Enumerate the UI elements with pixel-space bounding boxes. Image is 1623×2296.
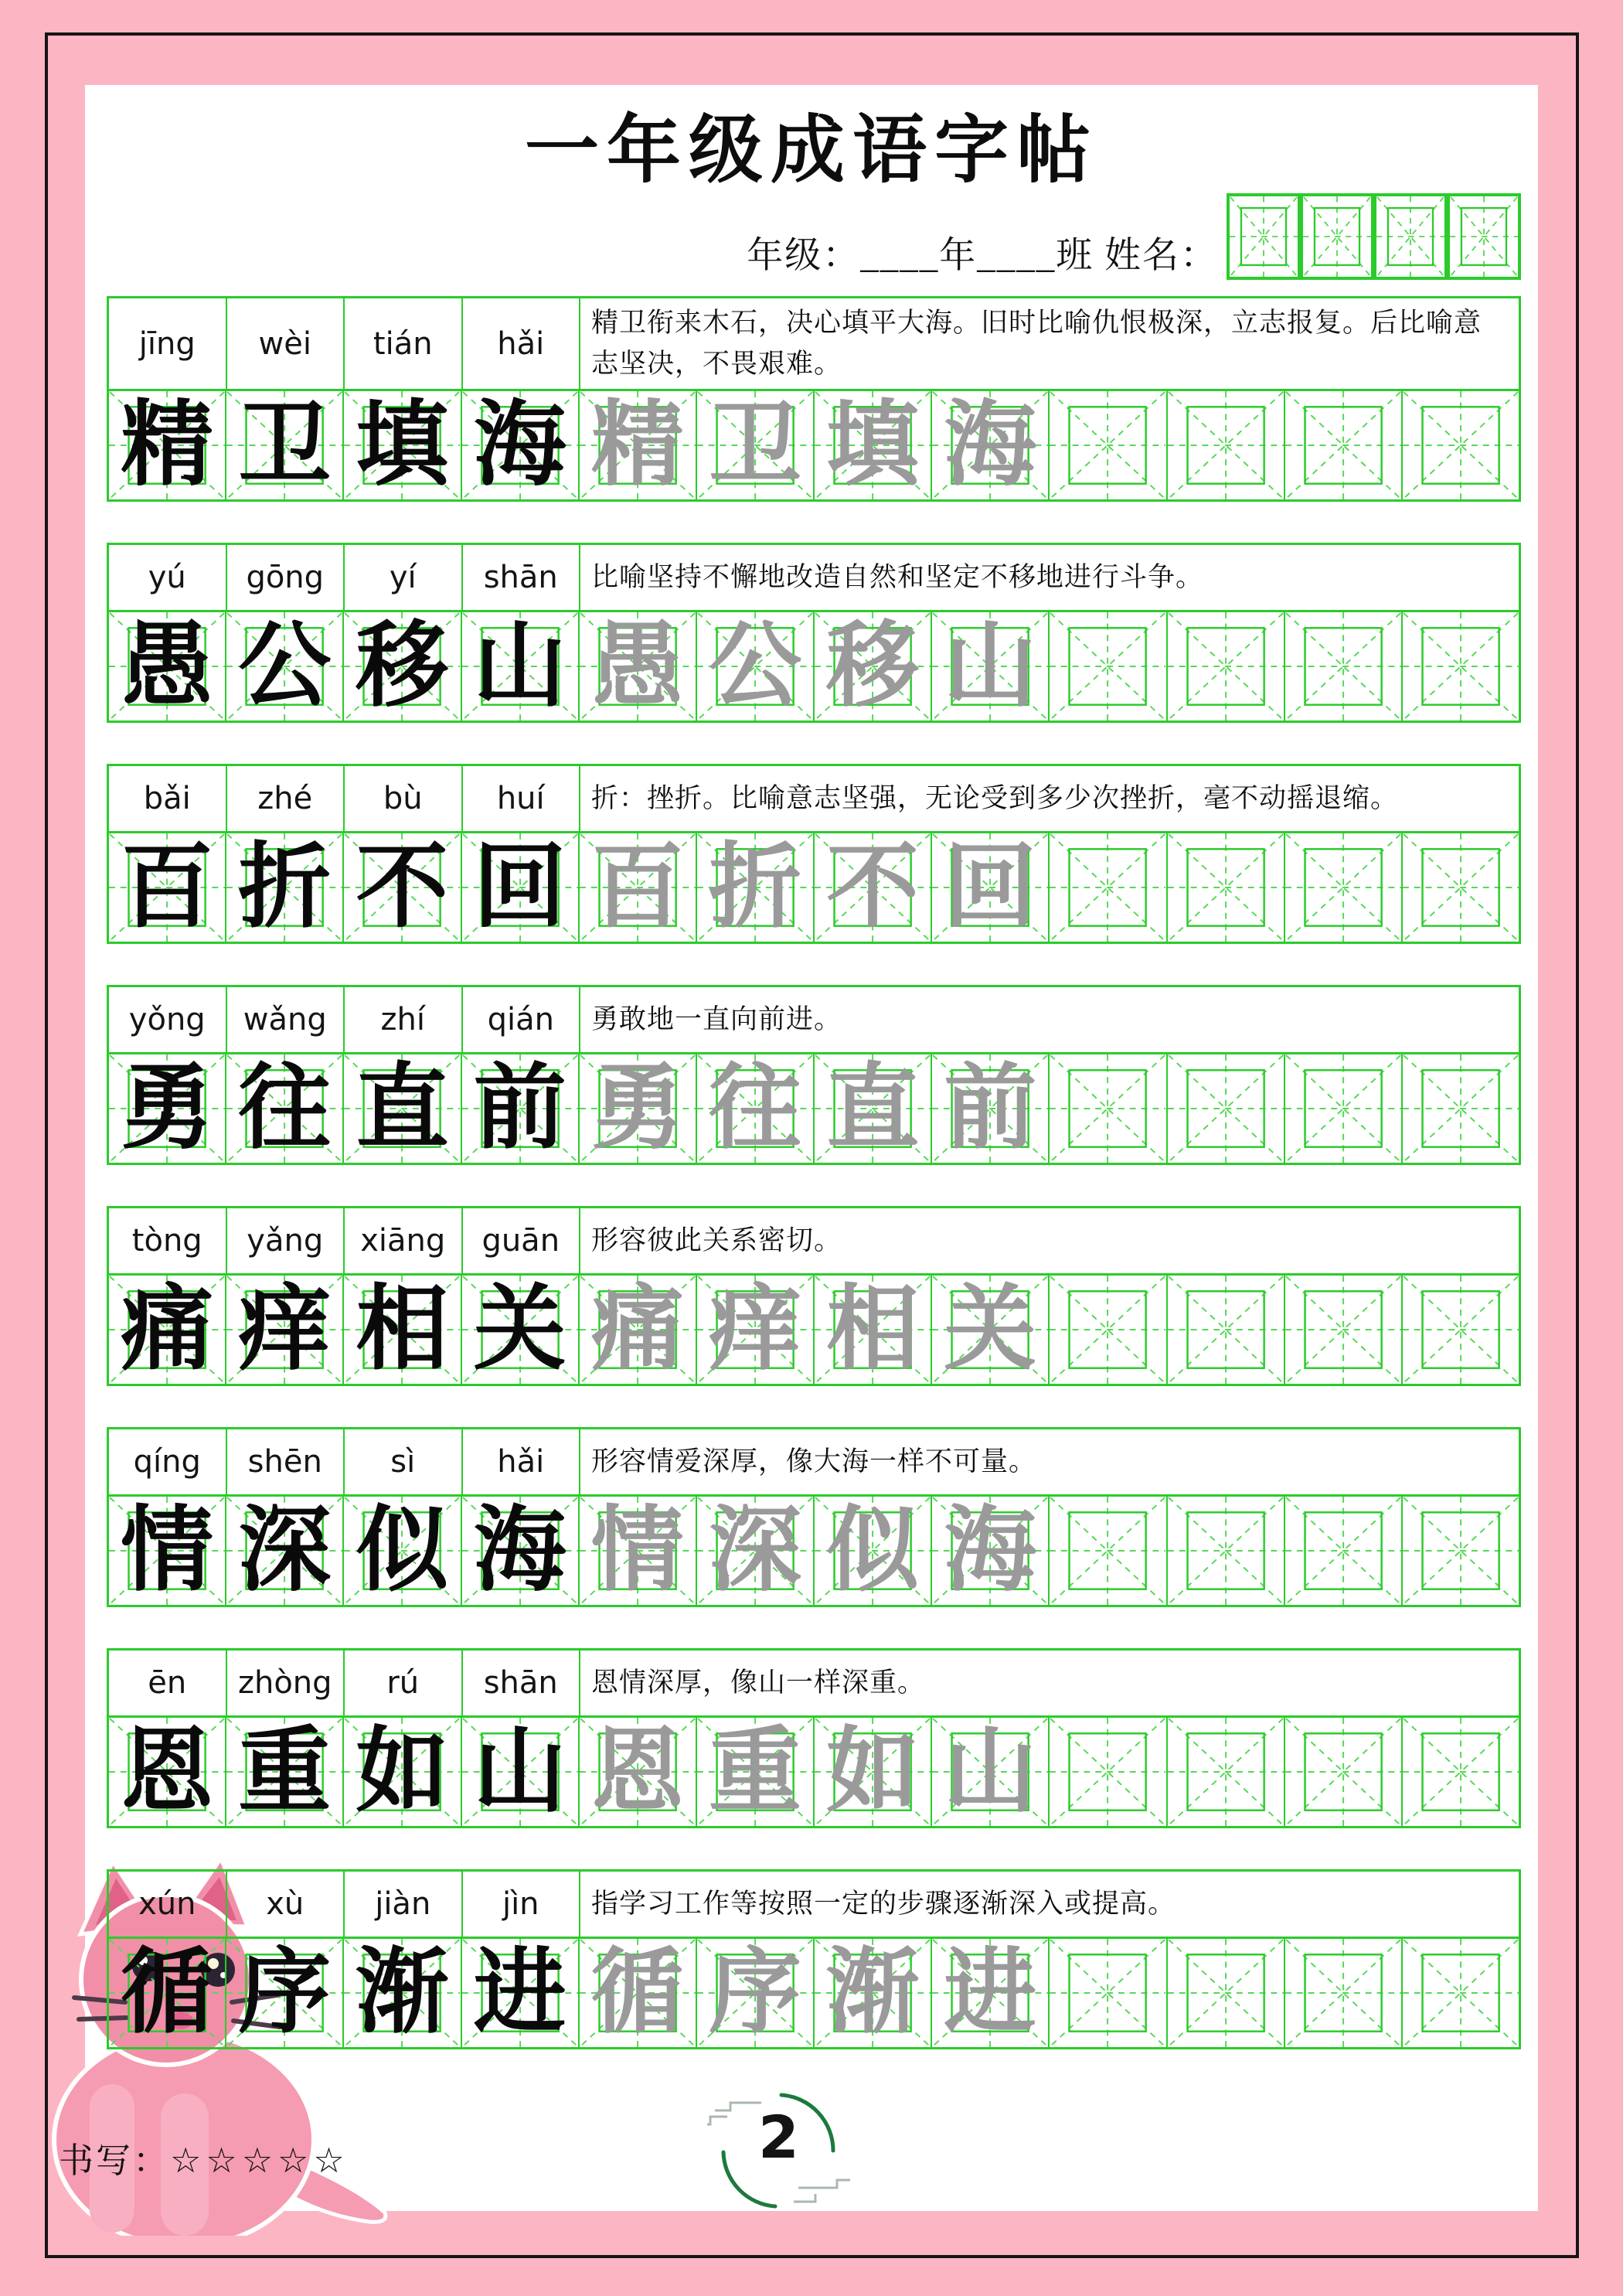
- practice-cell: [932, 833, 1050, 942]
- idiom-table: [107, 296, 1521, 2090]
- pinyin-cell: qián: [463, 987, 581, 1052]
- pinyin-cell: yǒng: [109, 987, 227, 1052]
- grid-guides-icon: [1050, 1939, 1165, 2047]
- practice-cell: [1285, 612, 1403, 720]
- character-sample: 百: [121, 836, 214, 938]
- practice-cell: [580, 1276, 697, 1384]
- idiom-explanation: 比喻坚持不懈地改造自然和坚定不移地进行斗争。: [591, 561, 1204, 592]
- name-practice-box: [1373, 193, 1448, 280]
- character-sample: 循: [121, 1941, 214, 2044]
- name-practice-box: [1300, 193, 1374, 280]
- character-sample: 海: [473, 1499, 567, 1602]
- character-sample: 回: [473, 836, 567, 938]
- idiom-explanation: 勇敢地一直向前进。: [591, 1003, 842, 1034]
- pinyin-cell: guān: [463, 1208, 581, 1273]
- name-practice-box: [1447, 193, 1521, 280]
- practice-cell: [815, 1939, 932, 2047]
- character-trace: 勇: [590, 1057, 684, 1160]
- practice-cell: [1285, 1497, 1403, 1605]
- idiom-row-group: [107, 1427, 1521, 1607]
- pinyin-cell: sì: [345, 1429, 463, 1494]
- practice-cell: [109, 391, 226, 499]
- practice-cell: [932, 1276, 1050, 1384]
- practice-cell: [462, 1276, 580, 1384]
- practice-cell: [1050, 1497, 1167, 1605]
- grid-guides-icon: [1050, 1276, 1165, 1384]
- character-sample: 山: [473, 1720, 567, 1823]
- character-trace: 海: [944, 393, 1037, 496]
- practice-cell: [697, 1939, 815, 2047]
- grid-guides-icon: [1285, 1054, 1401, 1163]
- grid-guides-icon: [1050, 833, 1165, 942]
- character-sample: 精: [121, 393, 214, 496]
- character-trace: 相: [826, 1278, 920, 1381]
- practice-cell: [1168, 833, 1285, 942]
- character-sample: 如: [356, 1720, 449, 1823]
- grid-guides-icon: [1403, 1718, 1519, 1826]
- practice-cell: [226, 1276, 344, 1384]
- practice-cell: [580, 1054, 697, 1163]
- writing-rating: [59, 2132, 349, 2182]
- practice-cell: [226, 1054, 344, 1163]
- character-sample: 折: [238, 836, 332, 938]
- practice-cell: [1168, 1276, 1285, 1384]
- practice-cell: [1168, 1939, 1285, 2047]
- practice-cell: [815, 1718, 932, 1826]
- practice-cell: [1050, 612, 1167, 720]
- name-practice-boxes: [1227, 193, 1521, 280]
- practice-cell: [932, 1054, 1050, 1163]
- practice-cell: [1050, 1276, 1167, 1384]
- practice-cell: [932, 1939, 1050, 2047]
- pinyin-cell: xù: [227, 1872, 345, 1937]
- practice-cell: [1285, 833, 1403, 942]
- pinyin-cell: tián: [345, 298, 463, 389]
- character-sample: 渐: [356, 1941, 449, 2044]
- practice-cell: [344, 1054, 461, 1163]
- character-sample: 重: [238, 1720, 332, 1823]
- grid-guides-icon: [1403, 833, 1519, 942]
- grid-guides-icon: [1050, 1718, 1165, 1826]
- character-sample: 似: [356, 1499, 449, 1602]
- idiom-explanation: 恩情深厚，像山一样深重。: [591, 1667, 926, 1698]
- practice-cell: [580, 1718, 697, 1826]
- pinyin-cell: jiàn: [345, 1872, 463, 1937]
- idiom-explanation: 形容情爱深厚，像大海一样不可量。: [591, 1446, 1037, 1477]
- practice-cell: [344, 1276, 461, 1384]
- practice-cell: [815, 1054, 932, 1163]
- pinyin-cell: shēn: [227, 1429, 345, 1494]
- idiom-info-row: [107, 764, 1521, 833]
- pinyin-cell: zhòng: [227, 1650, 345, 1715]
- grid-guides-icon: [1285, 833, 1401, 942]
- idiom-info-row: [107, 1648, 1521, 1718]
- pinyin-cell: yǎng: [227, 1208, 345, 1273]
- practice-cell: [697, 1497, 815, 1605]
- grid-guides-icon: [1450, 196, 1518, 277]
- grid-guides-icon: [1285, 391, 1401, 499]
- practice-cell: [109, 833, 226, 942]
- practice-cell: [815, 612, 932, 720]
- character-sample: 移: [356, 615, 449, 717]
- pinyin-cell: tòng: [109, 1208, 227, 1273]
- grid-guides-icon: [1285, 1718, 1401, 1826]
- practice-cell: [226, 1939, 344, 2047]
- practice-cell: [697, 1718, 815, 1826]
- rating-label: 书写：: [59, 2141, 171, 2180]
- practice-row: [107, 1054, 1521, 1165]
- pinyin-cell: rú: [345, 1650, 463, 1715]
- character-trace: 关: [944, 1278, 1037, 1381]
- character-trace: 痒: [708, 1278, 801, 1381]
- practice-cell: [932, 612, 1050, 720]
- pinyin-cell: zhí: [345, 987, 463, 1052]
- grid-guides-icon: [1403, 1054, 1519, 1163]
- practice-cell: [580, 1497, 697, 1605]
- character-sample: 前: [473, 1057, 567, 1160]
- practice-cell: [697, 391, 815, 499]
- practice-cell: [344, 391, 461, 499]
- practice-cell: [1050, 391, 1167, 499]
- practice-cell: [1050, 833, 1167, 942]
- practice-cell: [1285, 1276, 1403, 1384]
- character-sample: 山: [473, 615, 567, 717]
- idiom-info-row: [107, 296, 1521, 391]
- practice-cell: [1285, 1718, 1403, 1826]
- grid-guides-icon: [1050, 612, 1165, 720]
- pinyin-cell: wèi: [227, 298, 345, 389]
- character-sample: 进: [473, 1941, 567, 2044]
- idiom-info-row: [107, 1869, 1521, 1939]
- practice-cell: [815, 833, 932, 942]
- practice-cell: [109, 1276, 226, 1384]
- practice-cell: [344, 1497, 461, 1605]
- character-trace: 似: [826, 1499, 920, 1602]
- pinyin-cell: qíng: [109, 1429, 227, 1494]
- pinyin-cell: gōng: [227, 545, 345, 610]
- pinyin-cell: bù: [345, 766, 463, 831]
- practice-cell: [226, 833, 344, 942]
- practice-row: [107, 1497, 1521, 1607]
- idiom-row-group: [107, 296, 1521, 502]
- character-trace: 恩: [590, 1720, 684, 1823]
- practice-cell: [1050, 1939, 1167, 2047]
- character-sample: 愚: [121, 615, 214, 717]
- character-trace: 循: [590, 1941, 684, 2044]
- practice-cell: [462, 1497, 580, 1605]
- grid-guides-icon: [1285, 1939, 1401, 2047]
- pinyin-cell: zhé: [227, 766, 345, 831]
- practice-cell: [1168, 1054, 1285, 1163]
- practice-cell: [462, 391, 580, 499]
- practice-cell: [109, 1497, 226, 1605]
- pinyin-cell: huí: [463, 766, 581, 831]
- practice-cell: [1403, 1718, 1519, 1826]
- practice-cell: [1403, 833, 1519, 942]
- grid-guides-icon: [1050, 391, 1165, 499]
- practice-cell: [932, 1497, 1050, 1605]
- practice-cell: [815, 1497, 932, 1605]
- idiom-explanation: 精卫衔来木石，决心填平大海。旧时比喻仇恨极深，立志报复。后比喻意志坚决，不畏艰难。: [591, 308, 1482, 379]
- character-trace: 深: [708, 1499, 801, 1602]
- character-sample: 直: [356, 1057, 449, 1160]
- practice-cell: [697, 833, 815, 942]
- pinyin-cell: shān: [463, 1650, 581, 1715]
- character-sample: 往: [238, 1057, 332, 1160]
- practice-cell: [1403, 1276, 1519, 1384]
- grid-guides-icon: [1403, 1939, 1519, 2047]
- idiom-explanation: 形容彼此关系密切。: [591, 1225, 842, 1255]
- grid-guides-icon: [1376, 196, 1444, 277]
- pinyin-cell: xún: [109, 1872, 227, 1937]
- practice-cell: [815, 391, 932, 499]
- character-trace: 情: [590, 1499, 684, 1602]
- grid-guides-icon: [1403, 1497, 1519, 1605]
- character-trace: 直: [826, 1057, 920, 1160]
- pinyin-cell: yú: [109, 545, 227, 610]
- practice-cell: [580, 391, 697, 499]
- practice-cell: [1285, 1054, 1403, 1163]
- grid-guides-icon: [1168, 1939, 1284, 2047]
- character-trace: 填: [826, 393, 920, 496]
- character-trace: 海: [944, 1499, 1037, 1602]
- practice-cell: [580, 612, 697, 720]
- character-trace: 如: [826, 1720, 920, 1823]
- practice-row: [107, 1939, 1521, 2049]
- practice-cell: [109, 1718, 226, 1826]
- grid-guides-icon: [1168, 391, 1284, 499]
- practice-cell: [109, 612, 226, 720]
- practice-cell: [344, 612, 461, 720]
- character-sample: 海: [473, 393, 567, 496]
- practice-cell: [1168, 1718, 1285, 1826]
- practice-cell: [697, 1276, 815, 1384]
- grid-guides-icon: [1168, 1276, 1284, 1384]
- practice-cell: [1168, 612, 1285, 720]
- idiom-info-row: [107, 985, 1521, 1054]
- practice-cell: [344, 1718, 461, 1826]
- practice-cell: [697, 612, 815, 720]
- practice-cell: [344, 1939, 461, 2047]
- practice-cell: [462, 612, 580, 720]
- character-sample: 恩: [121, 1720, 214, 1823]
- practice-cell: [1403, 1939, 1519, 2047]
- character-trace: 往: [708, 1057, 801, 1160]
- idiom-explanation: 折：挫折。比喻意志坚强，无论受到多少次挫折，毫不动摇退缩。: [591, 782, 1399, 813]
- pinyin-cell: yí: [345, 545, 463, 610]
- character-sample: 不: [356, 836, 449, 938]
- character-trace: 百: [590, 836, 684, 938]
- grid-guides-icon: [1403, 391, 1519, 499]
- practice-row: [107, 833, 1521, 944]
- character-trace: 进: [944, 1941, 1037, 2044]
- grade-class-name-label: 年级：____年____班 姓名：: [747, 236, 1218, 277]
- pinyin-cell: jìn: [463, 1872, 581, 1937]
- practice-cell: [226, 1497, 344, 1605]
- grid-guides-icon: [1303, 196, 1371, 277]
- practice-row: [107, 1718, 1521, 1828]
- practice-cell: [1403, 612, 1519, 720]
- practice-cell: [1168, 1497, 1285, 1605]
- idiom-row-group: [107, 1648, 1521, 1828]
- practice-cell: [1168, 391, 1285, 499]
- practice-cell: [580, 1939, 697, 2047]
- character-trace: 不: [826, 836, 920, 938]
- grid-guides-icon: [1050, 1054, 1165, 1163]
- character-sample: 痛: [121, 1278, 214, 1381]
- practice-cell: [462, 1054, 580, 1163]
- character-sample: 相: [356, 1278, 449, 1381]
- page-number-ornament: [707, 2086, 850, 2216]
- character-trace: 渐: [826, 1941, 920, 2044]
- character-trace: 回: [944, 836, 1037, 938]
- idiom-info-row: [107, 1206, 1521, 1276]
- practice-cell: [1285, 1939, 1403, 2047]
- character-trace: 山: [944, 1720, 1037, 1823]
- practice-cell: [1403, 1497, 1519, 1605]
- practice-cell: [226, 1718, 344, 1826]
- character-sample: 痒: [238, 1278, 332, 1381]
- practice-cell: [932, 1718, 1050, 1826]
- character-sample: 深: [238, 1499, 332, 1602]
- pinyin-cell: wǎng: [227, 987, 345, 1052]
- practice-cell: [1050, 1054, 1167, 1163]
- practice-cell: [462, 833, 580, 942]
- practice-cell: [932, 391, 1050, 499]
- grid-guides-icon: [1403, 612, 1519, 720]
- character-sample: 公: [238, 615, 332, 717]
- grid-guides-icon: [1230, 196, 1298, 277]
- practice-cell: [462, 1939, 580, 2047]
- character-sample: 卫: [238, 393, 332, 496]
- pinyin-cell: hǎi: [463, 1429, 581, 1494]
- practice-cell: [1403, 1054, 1519, 1163]
- page-title: 一年级成语字帖: [525, 109, 1098, 192]
- practice-cell: [1285, 391, 1403, 499]
- character-sample: 关: [473, 1278, 567, 1381]
- grid-guides-icon: [1168, 1054, 1284, 1163]
- character-trace: 前: [944, 1057, 1037, 1160]
- practice-cell: [1050, 1718, 1167, 1826]
- character-trace: 精: [590, 393, 684, 496]
- practice-cell: [344, 833, 461, 942]
- grid-guides-icon: [1050, 1497, 1165, 1605]
- grid-guides-icon: [1403, 1276, 1519, 1384]
- idiom-row-group: [107, 1869, 1521, 2049]
- character-sample: 填: [356, 393, 449, 496]
- pinyin-cell: hǎi: [463, 298, 581, 389]
- practice-cell: [697, 1054, 815, 1163]
- pinyin-cell: shān: [463, 545, 581, 610]
- pinyin-cell: jīng: [109, 298, 227, 389]
- grid-guides-icon: [1285, 1276, 1401, 1384]
- practice-row: [107, 612, 1521, 723]
- idiom-row-group: [107, 764, 1521, 944]
- idiom-row-group: [107, 543, 1521, 723]
- idiom-row-group: [107, 1206, 1521, 1386]
- practice-cell: [1403, 391, 1519, 499]
- practice-cell: [580, 833, 697, 942]
- grid-guides-icon: [1285, 1497, 1401, 1605]
- character-trace: 山: [944, 615, 1037, 717]
- character-trace: 痛: [590, 1278, 684, 1381]
- practice-row: [107, 391, 1521, 502]
- practice-cell: [815, 1276, 932, 1384]
- character-sample: 情: [121, 1499, 214, 1602]
- page-number: 2: [758, 2103, 799, 2172]
- idiom-info-row: [107, 543, 1521, 612]
- character-trace: 序: [708, 1941, 801, 2044]
- practice-cell: [109, 1939, 226, 2047]
- grid-guides-icon: [1168, 612, 1284, 720]
- character-trace: 折: [708, 836, 801, 938]
- character-trace: 卫: [708, 393, 801, 496]
- character-trace: 公: [708, 615, 801, 717]
- practice-cell: [226, 612, 344, 720]
- practice-cell: [226, 391, 344, 499]
- pinyin-cell: bǎi: [109, 766, 227, 831]
- idiom-info-row: [107, 1427, 1521, 1497]
- rating-stars-icon: ☆☆☆☆☆: [170, 2140, 349, 2181]
- character-sample: 勇: [121, 1057, 214, 1160]
- character-trace: 重: [708, 1720, 801, 1823]
- character-trace: 愚: [590, 615, 684, 717]
- grid-guides-icon: [1285, 612, 1401, 720]
- pinyin-cell: ēn: [109, 1650, 227, 1715]
- practice-cell: [109, 1054, 226, 1163]
- student-info-line: [747, 193, 1521, 280]
- name-practice-box: [1227, 193, 1301, 280]
- pinyin-cell: xiāng: [345, 1208, 463, 1273]
- character-trace: 移: [826, 615, 920, 717]
- character-sample: 序: [238, 1941, 332, 2044]
- grid-guides-icon: [1168, 1718, 1284, 1826]
- grid-guides-icon: [1168, 833, 1284, 942]
- idiom-explanation: 指学习工作等按照一定的步骤逐渐深入或提高。: [591, 1888, 1176, 1919]
- practice-cell: [462, 1718, 580, 1826]
- grid-guides-icon: [1168, 1497, 1284, 1605]
- practice-row: [107, 1276, 1521, 1386]
- idiom-row-group: [107, 985, 1521, 1165]
